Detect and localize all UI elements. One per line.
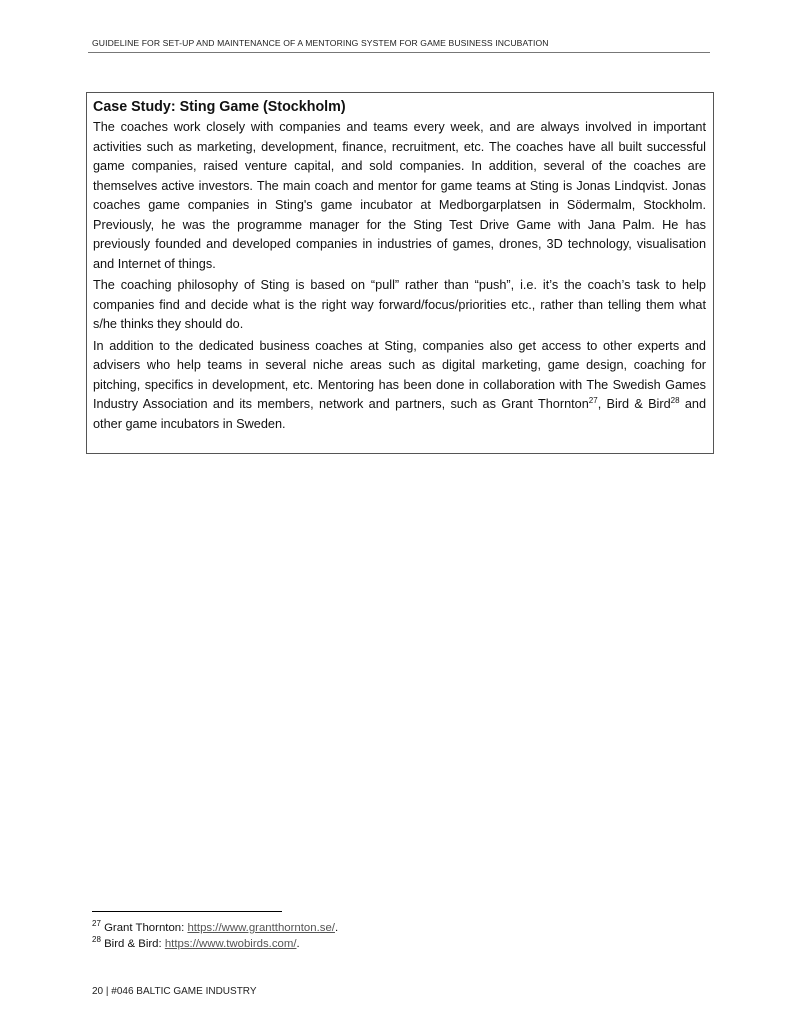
page-footer: 20 | #046 BALTIC GAME INDUSTRY bbox=[92, 986, 257, 997]
paragraph-3-text-b: , Bird & Bird bbox=[597, 397, 671, 411]
footnote-label: Bird & Bird: bbox=[100, 938, 165, 950]
header-divider bbox=[88, 52, 710, 53]
paragraph-3-text-c: and other game incubators in Sweden. bbox=[93, 397, 706, 431]
footnote-ref-27[interactable]: 27 bbox=[588, 395, 598, 405]
footnote-divider bbox=[92, 911, 282, 912]
running-header: GUIDELINE FOR SET-UP AND MAINTENANCE OF A MENTORING SYSTEM FOR GAME BUSINESS INCUBATION bbox=[92, 38, 549, 48]
footnote-number: 27 bbox=[92, 919, 101, 929]
paragraph-3-text: In addition to the dedicated business coaches at Sting, companies also get access to other experts and advisers who help teams in several niche areas such as digital marketing, game design, coaching for pitching, specifics in development, etc. Mentoring has been done in collaboration with The Swedish Games Industry Association and its members, network and partners, such as Grant Thornton bbox=[93, 338, 706, 411]
footnote-link[interactable]: https://www.grantthornton.se/ bbox=[187, 922, 335, 934]
footnote-28 bbox=[92, 935, 300, 950]
case-study-box bbox=[86, 92, 714, 454]
case-study-title: Case Study: Sting Game (Stockholm) bbox=[93, 99, 346, 115]
footnote-27 bbox=[92, 919, 339, 934]
footnote-number: 28 bbox=[92, 935, 101, 945]
paragraph-1: The coaches work closely with companies and teams every week, and are always involved in important activities such as marketing, development, finance, recruitment, etc. The coaches have all built successful game companies, raised venture capital, and sold companies. In addition, several of the coaches are themselves active investors. The main coach and mentor for game teams at Sting is Jonas Lindqvist. Jonas coaches game companies in Sting's game incubator at Medborgarplatsen in Södermalm, Stockholm. Previously, he was the programme manager for the Sting Test Drive Game with Jana Palm. He has previously founded and developed companies in industries of games, drones, 3D technology, visualisation and Internet of things. bbox=[93, 120, 706, 271]
footnote-end: . bbox=[296, 938, 300, 950]
footnote-link[interactable]: https://www.twobirds.com/ bbox=[164, 938, 297, 950]
footnote-ref-28[interactable]: 28 bbox=[670, 395, 680, 405]
paragraph-2: The coaching philosophy of Sting is based on “pull” rather than “push”, i.e. it’s the coach’s task to help companies find and decide what is the right way forward/focus/priorities etc., rather than telling them what s/he thinks they should do. bbox=[93, 278, 706, 331]
paragraph-3 bbox=[93, 337, 706, 435]
footnote-end: . bbox=[334, 922, 339, 934]
footnote-label: Grant Thornton: bbox=[100, 922, 188, 934]
